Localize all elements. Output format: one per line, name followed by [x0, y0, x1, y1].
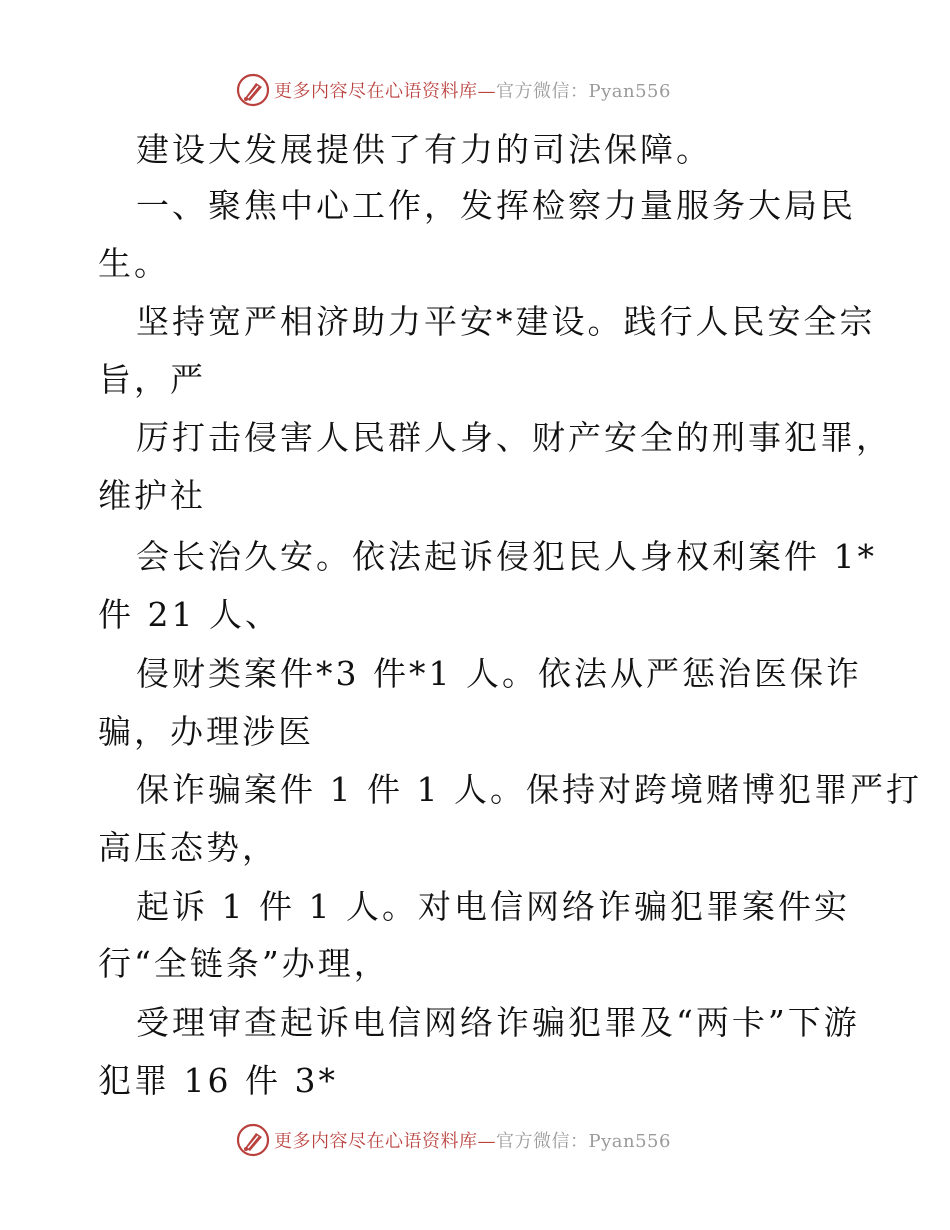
text-line: 生。	[98, 244, 170, 283]
text-line: 骗，办理涉医	[98, 712, 314, 751]
header-banner-text: 更多内容尽在心语资料库—官方微信：Pyan556	[274, 81, 671, 102]
text-line: 坚持宽严相济助力平安*建设。践行人民安全宗	[136, 302, 876, 341]
text-line: 厉打击侵害人民群人身、财产安全的刑事犯罪，	[136, 418, 892, 457]
pen-nib-logo-icon	[236, 73, 270, 107]
text-line: 维护社	[98, 476, 206, 515]
text-line: 受理审查起诉电信网络诈骗犯罪及“两卡”下游	[136, 1003, 860, 1042]
text-line: 保诈骗案件 1 件 1 人。保持对跨境赌博犯罪严打	[136, 770, 922, 809]
text-line: 侵财类案件*3 件*1 人。依法从严惩治医保诈	[136, 654, 862, 693]
text-line: 犯罪 16 件 3*	[98, 1061, 338, 1100]
footer-banner	[0, 1120, 950, 1160]
text-line: 高压态势，	[98, 828, 278, 867]
text-line: 行“全链条”办理，	[98, 944, 390, 983]
text-line: 件 21 人、	[98, 595, 281, 634]
text-line: 起诉 1 件 1 人。对电信网络诈骗犯罪案件实	[136, 887, 850, 926]
text-line: 旨，严	[98, 360, 206, 399]
footer-banner-text: 更多内容尽在心语资料库—官方微信：Pyan556	[274, 1131, 671, 1152]
pen-nib-logo-icon	[236, 1123, 270, 1157]
text-line: 一、聚焦中心工作，发挥检察力量服务大局民	[136, 186, 856, 225]
text-line: 会长治久安。依法起诉侵犯民人身权利案件 1*	[136, 537, 877, 576]
header-wechat-id: 官方微信：Pyan556	[496, 81, 671, 102]
header-banner	[0, 70, 950, 110]
footer-wechat-id: 官方微信：Pyan556	[496, 1131, 671, 1152]
text-line: 建设大发展提供了有力的司法保障。	[136, 130, 712, 169]
